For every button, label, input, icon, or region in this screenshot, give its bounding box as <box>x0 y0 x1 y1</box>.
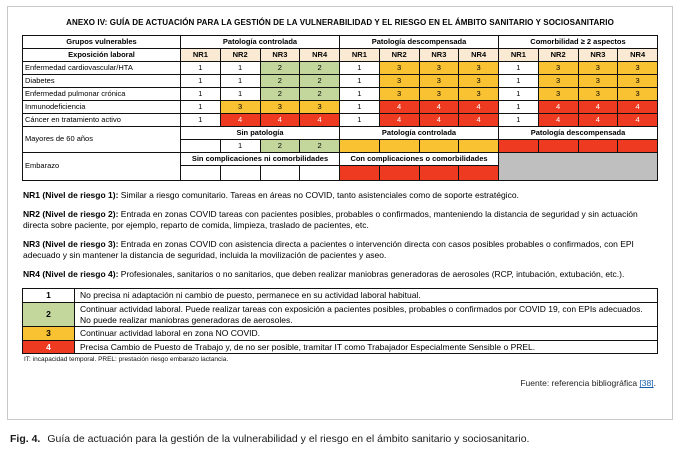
vulnerable-group-row <box>23 101 658 114</box>
legend-row <box>23 302 658 326</box>
risk-cell <box>499 140 539 153</box>
risk-cell: 4 <box>379 114 419 127</box>
risk-cell: 1 <box>499 114 539 127</box>
legend-text-cell: Continuar actividad laboral en zona NO COVID. <box>75 327 658 341</box>
group-label: Cáncer en tratamiento activo <box>23 114 181 127</box>
header-row <box>23 36 658 49</box>
risk-cell: 3 <box>220 101 260 114</box>
sub-section-header: Con complicaciones o comorbilidades <box>340 153 499 166</box>
risk-cell: 3 <box>618 75 658 88</box>
risk-cell: 3 <box>578 75 618 88</box>
group-label: Enfermedad pulmonar crónica <box>23 88 181 101</box>
risk-cell: 4 <box>419 101 459 114</box>
risk-level-note <box>23 239 658 261</box>
risk-cell: 1 <box>220 140 260 153</box>
corner-header: Grupos vulnerables <box>23 36 181 49</box>
risk-cell: 1 <box>499 88 539 101</box>
legend-text-cell: No precisa ni adaptación ni cambio de puesto, permanece en su actividad laboral habitual. <box>75 289 658 303</box>
risk-cell: 1 <box>340 75 380 88</box>
risk-cell: 2 <box>300 75 340 88</box>
risk-cell <box>181 140 221 153</box>
risk-cell: 4 <box>578 114 618 127</box>
nr-header: NR3 <box>419 49 459 62</box>
risk-cell: 2 <box>260 75 300 88</box>
risk-cell: 4 <box>379 101 419 114</box>
risk-cell: 1 <box>340 114 380 127</box>
note-text: Entrada en zonas COVID tareas con pacientes posibles, probables o confirmados, manteniendo la distancia de seguridad y sin actuación directa sobre paciente, por ejemplo, reparto de comida, limpieza, traslado de pacientes, etc. <box>23 209 638 231</box>
age-header-row <box>23 127 658 140</box>
note-text: Profesionales, sanitarios o no sanitarios, que deben realizar maniobras generadoras de aerosoles (RCP, intubación, extubación, etc.). <box>118 269 625 280</box>
risk-cell: 3 <box>459 88 499 101</box>
risk-cell: 4 <box>618 114 658 127</box>
note-term: NR4 (Nivel de riesgo 4): <box>23 269 119 280</box>
figure-title: ANEXO IV: GUÍA DE ACTUACIÓN PARA LA GESTIÓN DE LA VULNERABILIDAD Y EL RIESGO EN EL ÁMBITO SANITARIO Y SOCIOSANITARIO <box>66 18 614 27</box>
risk-cell <box>419 140 459 153</box>
nr-header: NR4 <box>459 49 499 62</box>
caption-label: Fig. 4. <box>10 433 41 445</box>
legend-level-cell: 2 <box>23 302 75 326</box>
source-text: Fuente: referencia bibliográfica <box>520 378 640 389</box>
note-term: NR2 (Nivel de riesgo 2): <box>23 209 119 220</box>
figure-box <box>7 6 673 420</box>
risk-cell: 3 <box>618 88 658 101</box>
risk-cell: 2 <box>300 88 340 101</box>
legend-table-body <box>23 289 658 354</box>
risk-cell: 1 <box>181 101 221 114</box>
group-label: Embarazo <box>23 153 181 181</box>
risk-cell <box>181 166 221 181</box>
risk-cell: 3 <box>379 62 419 75</box>
risk-cell: 1 <box>220 88 260 101</box>
risk-cell: 1 <box>220 62 260 75</box>
sub-section-header: Patología descompensada <box>499 127 658 140</box>
legend-level-cell: 1 <box>23 289 75 303</box>
vulnerable-group-row <box>23 88 658 101</box>
sub-section-header: Sin patología <box>181 127 340 140</box>
nr-header-row <box>23 49 658 62</box>
legend-row <box>23 289 658 303</box>
nr-header: NR1 <box>181 49 221 62</box>
risk-cell: 3 <box>300 101 340 114</box>
risk-cell: 1 <box>499 62 539 75</box>
legend-row <box>23 327 658 341</box>
risk-cell: 3 <box>618 62 658 75</box>
risk-cell: 4 <box>459 101 499 114</box>
note-text: Entrada en zonas COVID con asistencia directa a pacientes o intervención directa con casos posibles probables o confirmados, con EPI adecuado y sin mantener la distancia de seguridad, incluida la movilización de pacientes y aseo. <box>23 239 634 261</box>
risk-level-note <box>23 190 658 201</box>
risk-cell: 4 <box>538 101 578 114</box>
risk-cell: 1 <box>340 62 380 75</box>
nr-header: NR3 <box>260 49 300 62</box>
legend-text-cell: Precisa Cambio de Puesto de Trabajo y, de no ser posible, tramitar IT como Trabajador Especialmente Sensible o PREL. <box>75 340 658 354</box>
risk-cell <box>578 140 618 153</box>
risk-cell: 3 <box>538 62 578 75</box>
risk-cell <box>300 166 340 181</box>
nr-header: NR2 <box>538 49 578 62</box>
legend-level-cell: 3 <box>23 327 75 341</box>
risk-cell: 4 <box>260 114 300 127</box>
risk-cell: 3 <box>419 62 459 75</box>
risk-cell <box>379 166 419 181</box>
risk-cell: 3 <box>578 88 618 101</box>
vulnerable-group-row <box>23 62 658 75</box>
risk-cell: 2 <box>300 62 340 75</box>
risk-cell <box>419 166 459 181</box>
legend-row <box>23 340 658 354</box>
risk-cell: 4 <box>220 114 260 127</box>
nr-header: NR1 <box>340 49 380 62</box>
risk-cell: 3 <box>379 75 419 88</box>
risk-cell: 2 <box>260 88 300 101</box>
source-suffix: . <box>653 378 656 389</box>
risk-cell: 3 <box>538 75 578 88</box>
risk-cell: 3 <box>578 62 618 75</box>
risk-table-body <box>23 36 658 181</box>
risk-cell <box>260 166 300 181</box>
risk-cell <box>340 166 380 181</box>
note-text: Similar a riesgo comunitario. Tareas en áreas no COVID, tanto asistenciales como de soporte estratégico. <box>118 190 519 200</box>
risk-cell: 3 <box>419 75 459 88</box>
group-label: Enfermedad cardiovascular/HTA <box>23 62 181 75</box>
risk-cell: 4 <box>538 114 578 127</box>
risk-cell: 2 <box>260 62 300 75</box>
risk-cell <box>379 140 419 153</box>
legend-table <box>22 288 658 354</box>
risk-cell: 3 <box>379 88 419 101</box>
risk-cell: 1 <box>181 88 221 101</box>
section-header: Patología descompensada <box>340 36 499 49</box>
nr-header: NR4 <box>618 49 658 62</box>
source-line <box>22 378 658 388</box>
nr-header: NR4 <box>300 49 340 62</box>
risk-cell: 3 <box>459 62 499 75</box>
risk-cell: 1 <box>220 75 260 88</box>
sub-section-header: Patología controlada <box>340 127 499 140</box>
group-label: Diabetes <box>23 75 181 88</box>
risk-level-note <box>23 209 658 231</box>
risk-cell: 1 <box>340 101 380 114</box>
risk-matrix-table <box>22 35 658 181</box>
vulnerable-group-row <box>23 114 658 127</box>
risk-cell: 1 <box>181 114 221 127</box>
legend-text-cell: Continuar actividad laboral. Puede realizar tareas con exposición a pacientes posibles, probables o confirmados por COVID 19, con EPIs adecuados. No puede realizar maniobras generadoras de aerosoles. <box>75 302 658 326</box>
legend-level-cell: 4 <box>23 340 75 354</box>
risk-cell: 2 <box>260 140 300 153</box>
not-applicable-cell <box>499 153 658 181</box>
risk-cell <box>459 140 499 153</box>
nr-header: NR1 <box>499 49 539 62</box>
risk-cell <box>538 140 578 153</box>
group-label: Mayores de 60 años <box>23 127 181 153</box>
risk-cell: 1 <box>181 62 221 75</box>
risk-level-notes <box>22 190 658 280</box>
vulnerable-group-row <box>23 75 658 88</box>
risk-cell: 2 <box>300 140 340 153</box>
reference-link[interactable]: [38] <box>639 378 654 389</box>
section-header: Comorbilidad ≥ 2 aspectos <box>499 36 658 49</box>
risk-cell: 1 <box>181 75 221 88</box>
risk-cell: 3 <box>459 75 499 88</box>
pregnancy-header-row <box>23 153 658 166</box>
nr-header: NR2 <box>220 49 260 62</box>
figure-caption <box>10 433 529 445</box>
risk-cell: 4 <box>459 114 499 127</box>
risk-cell: 4 <box>578 101 618 114</box>
risk-cell: 4 <box>419 114 459 127</box>
group-label: Inmunodeficiencia <box>23 101 181 114</box>
risk-cell: 3 <box>538 88 578 101</box>
note-term: NR3 (Nivel de riesgo 3): <box>23 239 119 250</box>
sub-section-header: Sin complicaciones ni comorbilidades <box>181 153 340 166</box>
risk-cell <box>220 166 260 181</box>
exposure-header: Exposición laboral <box>23 49 181 62</box>
risk-level-note <box>23 269 658 280</box>
abbreviations-footnote: IT: incapacidad temporal. PREL: prestación riesgo embarazo lactancia. <box>24 356 229 364</box>
section-header: Patología controlada <box>181 36 340 49</box>
nr-header: NR3 <box>578 49 618 62</box>
risk-cell <box>459 166 499 181</box>
risk-cell: 4 <box>300 114 340 127</box>
risk-cell: 4 <box>618 101 658 114</box>
risk-cell: 1 <box>340 88 380 101</box>
risk-cell <box>340 140 380 153</box>
caption-text: Guía de actuación para la gestión de la vulnerabilidad y el riesgo en el ámbito sanitario y sociosanitario. <box>47 433 530 445</box>
nr-header: NR2 <box>379 49 419 62</box>
risk-cell: 1 <box>499 101 539 114</box>
note-term: NR1 (Nivel de riesgo 1): <box>23 190 119 200</box>
risk-cell: 3 <box>419 88 459 101</box>
risk-cell: 3 <box>260 101 300 114</box>
risk-cell <box>618 140 658 153</box>
risk-cell: 1 <box>499 75 539 88</box>
